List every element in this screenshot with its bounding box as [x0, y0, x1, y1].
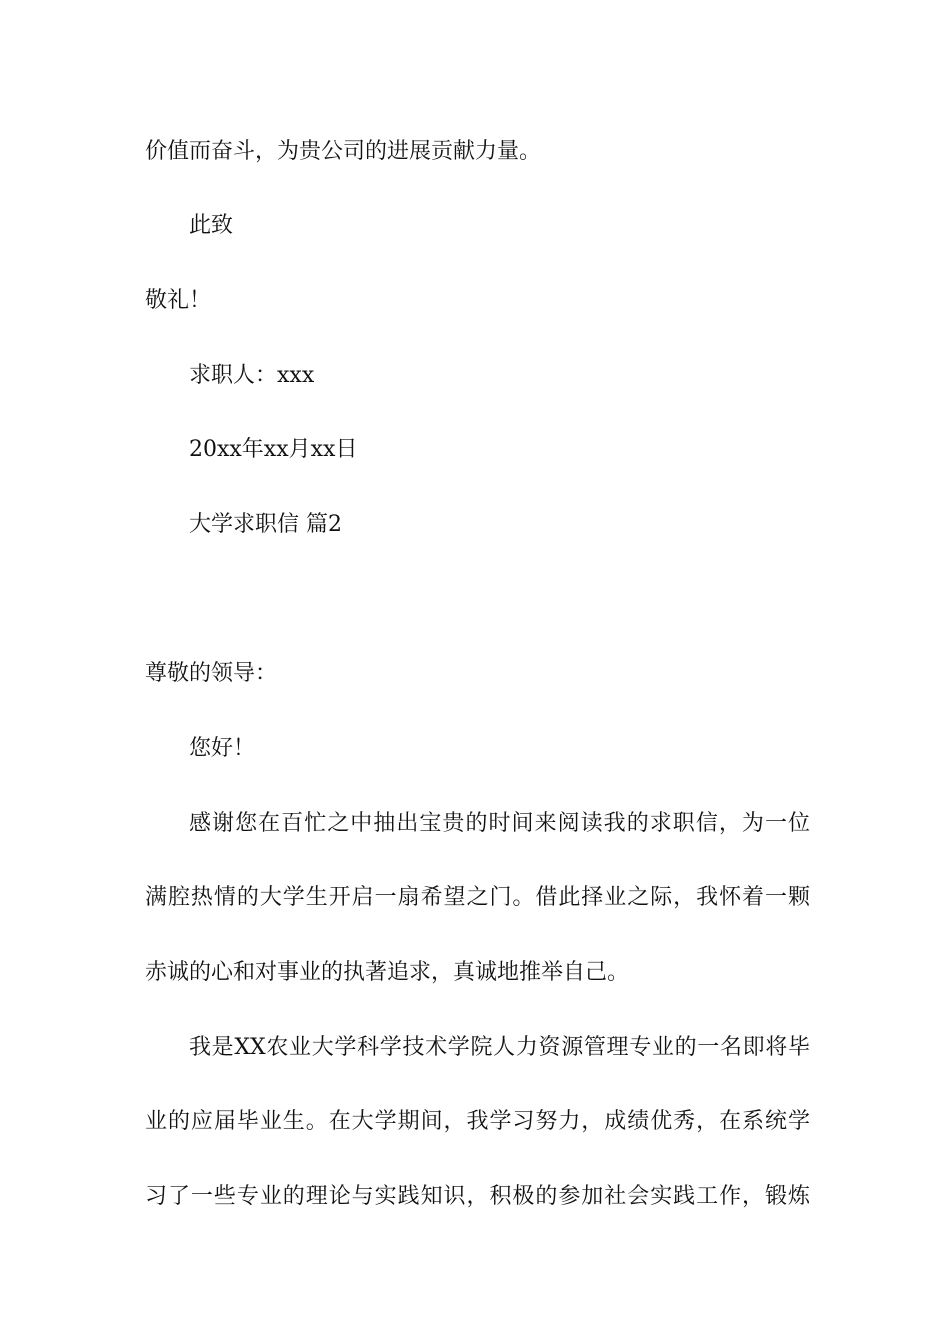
paragraph-1-line-2: 满腔热情的大学生开启一扇希望之门。借此择业之际，我怀着一颗	[145, 885, 810, 910]
paragraph-2-line-3: 习了一些专业的理论与实践知识，积极的参加社会实践工作，锻炼	[145, 1184, 810, 1209]
letter-closing-sentence: 价值而奋斗，为贵公司的进展贡献力量。	[145, 139, 542, 164]
paragraph-1-line-3: 赤诚的心和对事业的执著追求，真诚地推举自己。	[145, 960, 630, 985]
section-title: 大学求职信 篇2	[189, 512, 342, 537]
paragraph-2-line-1: 我是XX农业大学科学技术学院人力资源管理专业的一名即将毕	[189, 1035, 810, 1060]
salutation-cizhi: 此致	[189, 213, 234, 238]
applicant-signature: 求职人：xxx	[189, 363, 315, 388]
salutation-jingli: 敬礼！	[145, 288, 212, 313]
greeting-recipient: 尊敬的领导：	[145, 661, 278, 686]
paragraph-1-line-1: 感谢您在百忙之中抽出宝贵的时间来阅读我的求职信，为一位	[189, 811, 810, 836]
letter-date: 20xx年xx月xx日	[189, 437, 358, 462]
paragraph-2-line-2: 业的应届毕业生。在大学期间，我学习努力，成绩优秀，在系统学	[145, 1109, 810, 1134]
greeting-hello: 您好！	[189, 736, 256, 761]
